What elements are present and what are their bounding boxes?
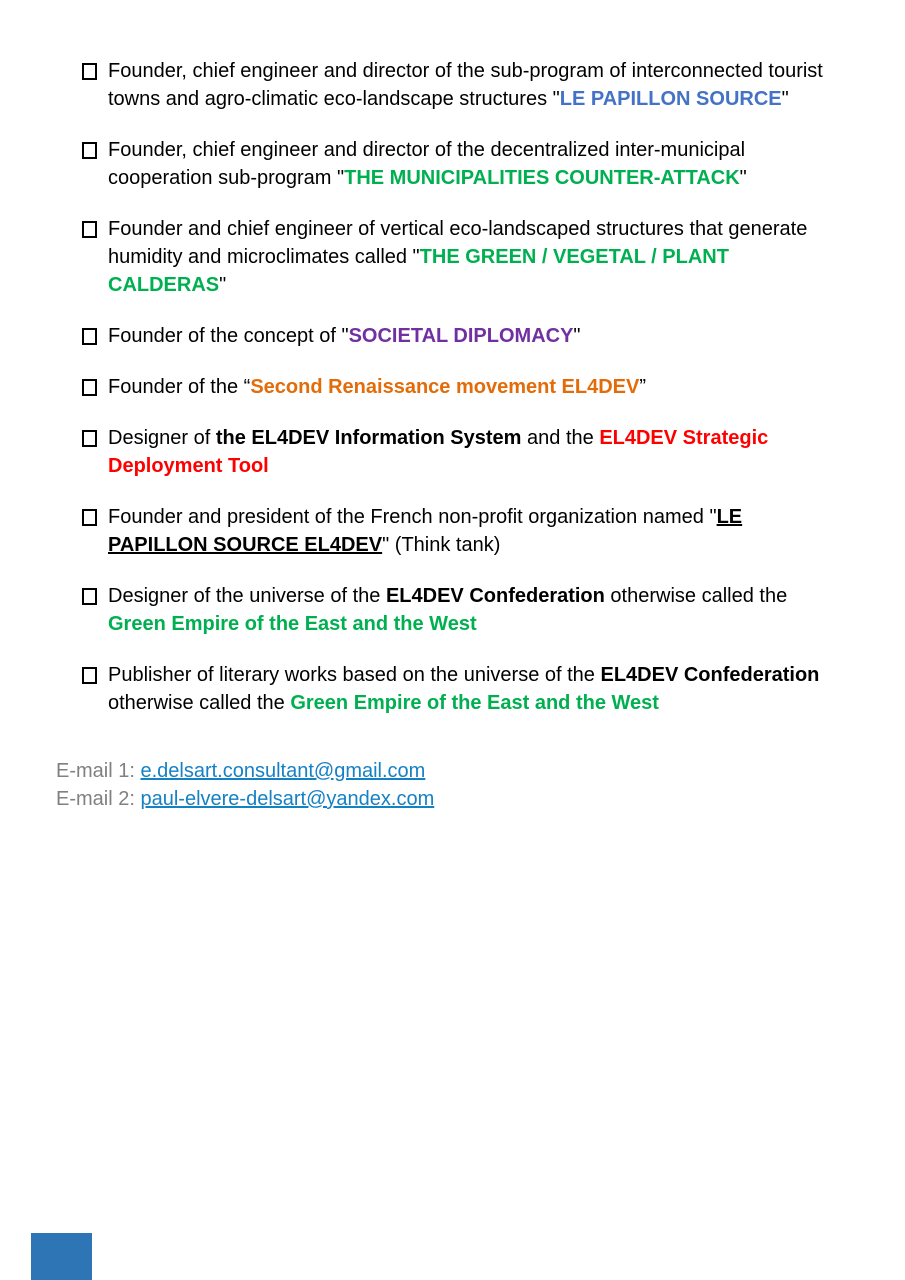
body-text: Publisher of literary works based on the universe of the (108, 664, 601, 686)
list-item (82, 373, 823, 401)
body-text: and the (521, 427, 600, 449)
highlighted-phrase: THE MUNICIPALITIES COUNTER-ATTACK (344, 167, 740, 189)
checkbox-bullet-icon (82, 379, 97, 396)
checkbox-bullet-icon (82, 221, 97, 238)
checkbox-bullet-icon (82, 509, 97, 526)
email-2-link[interactable]: paul-elvere-delsart@yandex.com (140, 788, 435, 810)
body-text: Designer of (108, 427, 216, 449)
email-1-link[interactable]: e.delsart.consultant@gmail.com (140, 760, 426, 782)
highlighted-phrase: LE PAPILLON SOURCE EL4DEV (108, 506, 743, 556)
body-text: ” (639, 376, 647, 398)
checkbox-bullet-icon (82, 588, 97, 605)
checkbox-bullet-icon (82, 430, 97, 447)
list-item (82, 582, 823, 638)
checkbox-bullet-icon (82, 328, 97, 345)
email-block (56, 757, 434, 813)
body-text: " (Think tank) (382, 534, 501, 556)
checkbox-bullet-icon (82, 63, 97, 80)
body-text: " (573, 325, 581, 347)
list-item (82, 136, 823, 192)
body-text: otherwise called the (604, 585, 788, 607)
email-row-1 (56, 757, 434, 785)
footer-blue-rectangle-decoration (31, 1233, 92, 1280)
body-text: Founder and president of the French non-profit organization named " (108, 506, 717, 528)
highlighted-phrase: THE GREEN / VEGETAL / PLANT CALDERAS (108, 246, 729, 296)
email-1-label: E-mail 1: (56, 760, 141, 782)
highlighted-phrase: Green Empire of the East and the West (290, 692, 659, 714)
highlighted-phrase: LE PAPILLON SOURCE (559, 88, 782, 110)
body-text: otherwise called the (108, 692, 291, 714)
list-item (82, 322, 823, 350)
highlighted-phrase: EL4DEV Confederation (600, 664, 820, 686)
checkbox-bullet-icon (82, 142, 97, 159)
list-item (82, 215, 823, 299)
checkbox-bullet-icon (82, 667, 97, 684)
body-text: Founder of the concept of " (108, 325, 349, 347)
body-text: " (739, 167, 747, 189)
body-text: " (219, 274, 227, 296)
highlighted-phrase: Second Renaissance movement EL4DEV (250, 376, 640, 398)
bullet-list (82, 57, 823, 740)
email-2-label: E-mail 2: (56, 788, 141, 810)
list-item (82, 424, 823, 480)
body-text: Founder, chief engineer and director of the decentralized inter-municipal cooperation sub-program " (108, 139, 746, 189)
highlighted-phrase: Green Empire of the East and the West (108, 613, 477, 635)
highlighted-phrase: EL4DEV Confederation (385, 585, 605, 607)
body-text: Founder, chief engineer and director of the sub-program of interconnected tourist towns and agro-climatic eco-landscape structures " (108, 60, 823, 110)
body-text: Founder of the “ (108, 376, 251, 398)
body-text: Designer of the universe of the (108, 585, 386, 607)
body-text: Founder and chief engineer of vertical eco-landscaped structures that generate humidity and microclimates called " (108, 218, 808, 268)
body-text: " (781, 88, 789, 110)
email-row-2 (56, 785, 434, 813)
list-item (82, 57, 823, 113)
highlighted-phrase: EL4DEV Strategic Deployment Tool (108, 427, 769, 477)
highlighted-phrase: SOCIETAL DIPLOMACY (348, 325, 574, 347)
list-item (82, 503, 823, 559)
highlighted-phrase: the EL4DEV Information System (215, 427, 522, 449)
list-item (82, 661, 823, 717)
